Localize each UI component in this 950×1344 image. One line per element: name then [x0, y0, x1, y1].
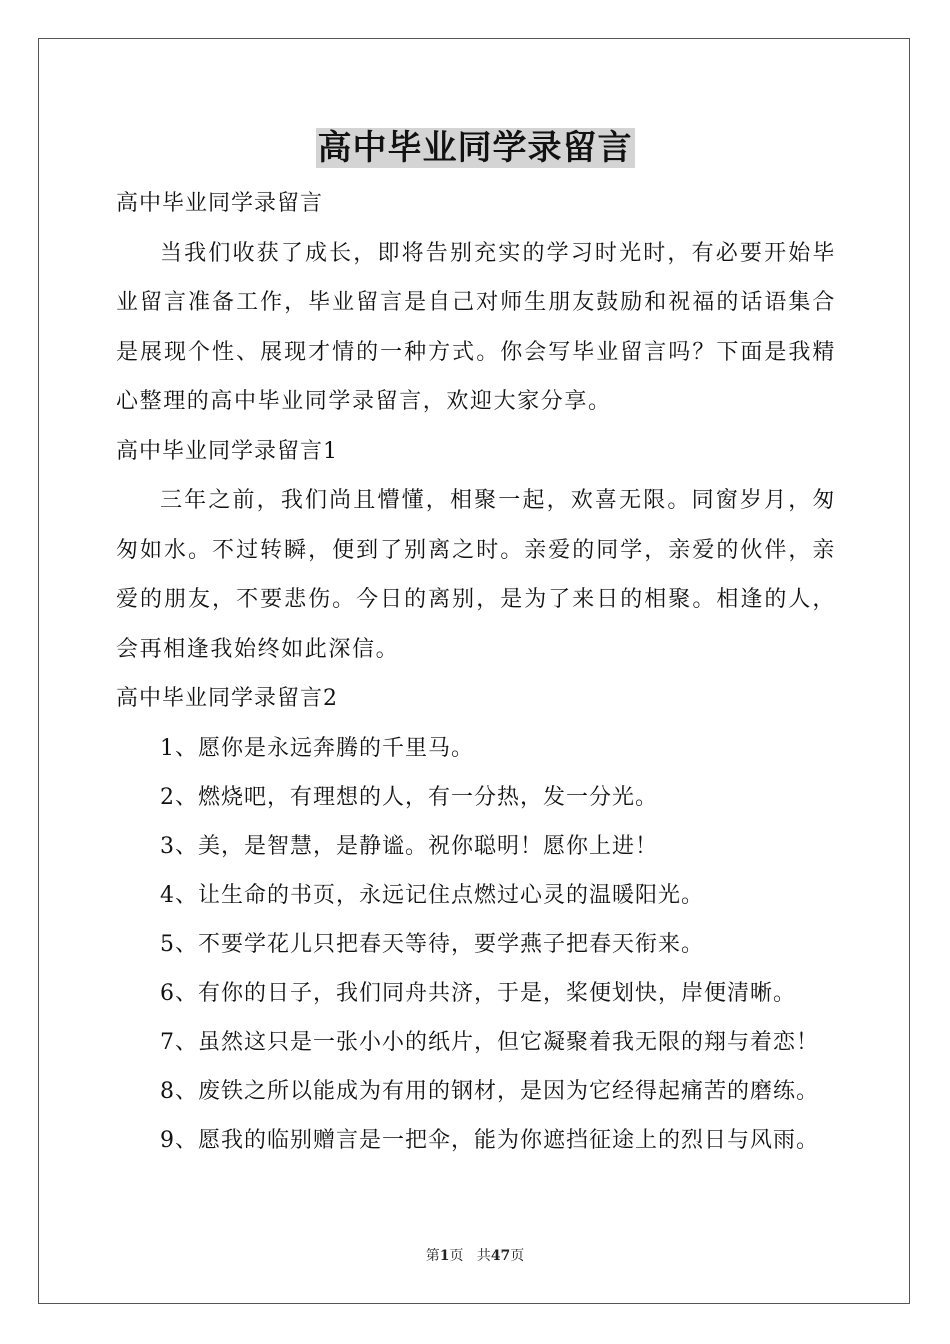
list-item: 7、虽然这只是一张小小的纸片，但它凝聚着我无限的翔与着恋！ [160, 1029, 819, 1055]
section-1-paragraph: 三年之前，我们尚且懵懂，相聚一起，欢喜无限。同窗岁月，匆匆如水。不过转瞬，便到了别离之时。亲爱的同学，亲爱的伙伴，亲爱的朋友，不要悲伤。今日的离别，是为了来日的相聚。相逢的人，会再相逢我始终如此深信。 [116, 488, 836, 662]
page-suffix: 页 [449, 1248, 464, 1264]
total-prefix: 共 [476, 1248, 491, 1264]
document-subtitle: 高中毕业同学录留言 [116, 191, 324, 216]
section-2-heading: 高中毕业同学录留言2 [116, 686, 338, 711]
document-title [0, 126, 950, 170]
list-item: 2、燃烧吧，有理想的人，有一分热，发一分光。 [160, 784, 658, 810]
document-body [116, 179, 836, 1165]
intro-paragraph: 当我们收获了成长，即将告别充实的学习时光时，有必要开始毕业留言准备工作，毕业留言是自己对师生朋友鼓励和祝福的话语集合是展现个性、展现才情的一种方式。你会写毕业留言吗？下面是我精心整理的高中毕业同学录留言，欢迎大家分享。 [116, 240, 836, 414]
page-footer [0, 1246, 950, 1266]
page-prefix: 第 [425, 1248, 440, 1264]
page-number: 1 [439, 1248, 450, 1264]
total-pages: 47 [490, 1248, 511, 1264]
list-item: 8、废铁之所以能成为有用的钢材，是因为它经得起痛苦的磨练。 [160, 1078, 819, 1104]
list-item: 1、愿你是永远奔腾的千里马。 [160, 735, 474, 761]
list-item: 9、愿我的临别赠言是一把伞，能为你遮挡征途上的烈日与风雨。 [160, 1127, 819, 1153]
list-item: 4、让生命的书页，永远记住点燃过心灵的温暖阳光。 [160, 882, 704, 908]
document-title-text: 高中毕业同学录留言 [317, 128, 633, 168]
total-suffix: 页 [510, 1248, 525, 1264]
list-item: 5、不要学花儿只把春天等待，要学燕子把春天衔来。 [160, 931, 704, 957]
list-item: 3、美，是智慧，是静谧。祝你聪明！愿你上进！ [160, 833, 658, 859]
section-1-heading: 高中毕业同学录留言1 [116, 438, 338, 464]
list-item: 6、有你的日子，我们同舟共济，于是，桨便划快，岸便清晰。 [160, 980, 796, 1006]
